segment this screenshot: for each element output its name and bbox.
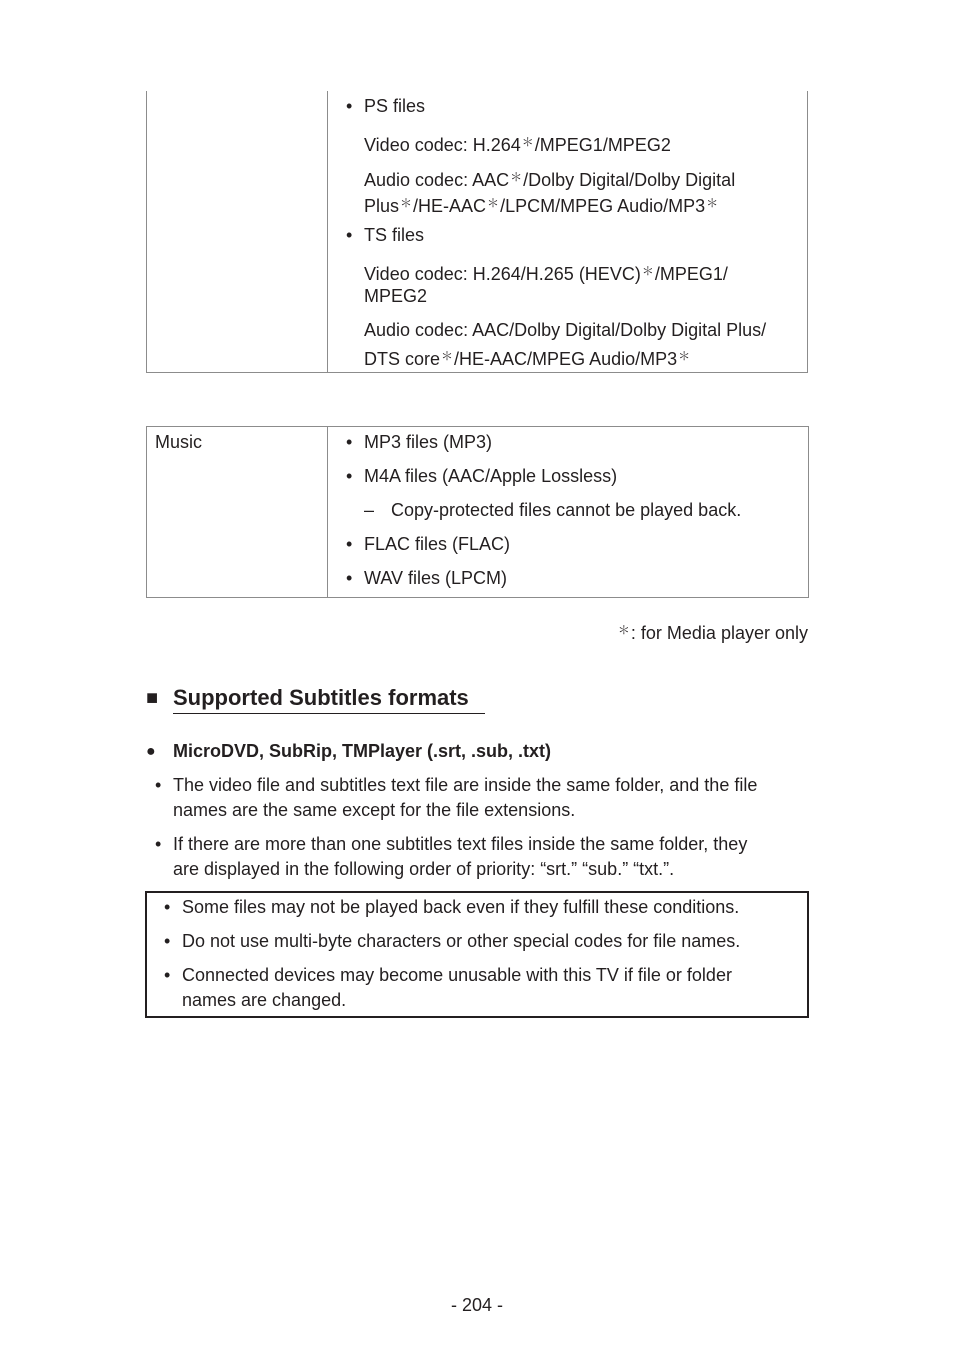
condition-1-line1: The video file and subtitles text file are inside the same folder, and the file (173, 775, 758, 795)
asterisk-mark: ＊ (400, 196, 413, 210)
ts-audio-text-a: DTS core (364, 349, 441, 369)
bullet: • (346, 568, 353, 588)
note-2: Do not use multi-byte characters or other special codes for file names. (182, 931, 741, 951)
note-3-line2: names are changed. (182, 990, 347, 1010)
wav-files: WAV files (LPCM) (364, 568, 508, 588)
ts-audio-text-b: /HE-AAC/MPEG Audio/MP3 (454, 349, 678, 369)
condition-1-line2: names are the same except for the file extensions. (173, 800, 576, 820)
ps-audio-text-a: Audio codec: AAC (364, 170, 510, 190)
asterisk-mark: ＊ (706, 196, 719, 210)
table1-left-border (146, 91, 147, 373)
dash: – (364, 500, 375, 520)
asterisk-mark: ＊ (617, 623, 630, 637)
condition-2-line2: are displayed in the following order of priority: “srt.” “sub.” “txt.”. (173, 859, 675, 879)
ps-video-text-a: Video codec: H.264 (364, 135, 521, 155)
asterisk-mark: ＊ (641, 264, 654, 278)
condition-2-line1: If there are more than one subtitles text files inside the same folder, they (173, 834, 748, 854)
bullet: • (155, 834, 162, 854)
ts-video-text-b: /MPEG1/ (654, 264, 728, 284)
ts-video-codec-line2: MPEG2 (364, 286, 428, 306)
bullet: • (346, 96, 353, 116)
m4a-files: M4A files (AAC/Apple Lossless) (364, 466, 618, 486)
asterisk-mark: ＊ (441, 349, 454, 363)
note-3-line1: Connected devices may become unusable with this TV if file or folder (182, 965, 732, 985)
ps-video-text-b: /MPEG1/MPEG2 (534, 135, 671, 155)
ps-video-codec (364, 129, 671, 158)
flac-files: FLAC files (FLAC) (364, 534, 511, 554)
page-number: - 204 - (450, 1295, 504, 1315)
bullet: • (164, 897, 171, 917)
ps-audio-codec-line2 (364, 190, 719, 219)
footnote-text: : for Media player only (630, 623, 808, 643)
subtitle-formats-heading: MicroDVD, SubRip, TMPlayer (.srt, .sub, .txt) (173, 741, 552, 761)
section-title-underline (173, 713, 485, 714)
ts-video-text-a: Video codec: H.264/H.265 (HEVC) (364, 264, 641, 284)
ts-files-label: TS files (364, 225, 425, 245)
ps-audio-text-c: Plus (364, 196, 400, 216)
ts-audio-codec-line1: Audio codec: AAC/Dolby Digital/Dolby Digital Plus/ (364, 320, 767, 340)
asterisk-mark: ＊ (678, 349, 691, 363)
copy-protected-note: Copy-protected files cannot be played back. (391, 500, 742, 520)
bullet: • (164, 965, 171, 985)
music-category-label: Music (155, 432, 203, 452)
bullet: • (346, 225, 353, 245)
ps-audio-text-b: /Dolby Digital/Dolby Digital (523, 170, 736, 190)
table2-mid-border (327, 426, 328, 598)
ps-audio-text-e: /LPCM/MPEG Audio/MP3 (500, 196, 706, 216)
bullet: • (164, 931, 171, 951)
asterisk-mark: ＊ (487, 196, 500, 210)
bullet: • (155, 775, 162, 795)
circle-bullet-icon: ● (146, 743, 156, 760)
bullet: • (346, 534, 353, 554)
asterisk-mark: ＊ (510, 170, 523, 184)
footnote (617, 617, 808, 646)
note-1: Some files may not be played back even if they fulfill these conditions. (182, 897, 740, 917)
ts-audio-codec-line2 (364, 343, 691, 372)
bullet: • (346, 432, 353, 452)
mp3-files: MP3 files (MP3) (364, 432, 493, 452)
bullet: • (346, 466, 353, 486)
asterisk-mark: ＊ (521, 135, 534, 149)
ps-audio-codec-line1 (364, 164, 735, 193)
table1-bottom-border (146, 372, 808, 373)
section-title: Supported Subtitles formats (173, 685, 469, 710)
square-marker-icon: ■ (146, 687, 159, 709)
table1-right-border (807, 91, 808, 373)
ps-files-label: PS files (364, 96, 426, 116)
table1-mid-border (327, 91, 328, 373)
ps-audio-text-d: /HE-AAC (413, 196, 487, 216)
